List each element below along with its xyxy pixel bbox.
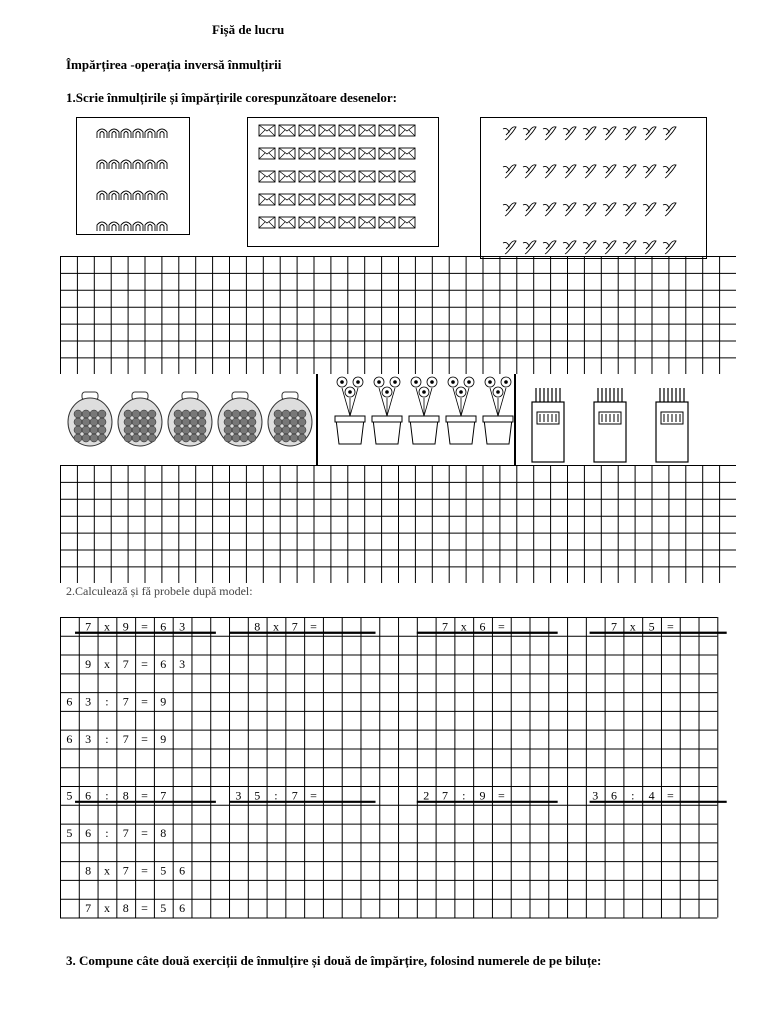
envelope-icon bbox=[399, 125, 415, 136]
grid-cell-char: 5 bbox=[160, 863, 167, 878]
arch-icon bbox=[157, 222, 167, 231]
envelope-icon bbox=[279, 217, 295, 228]
envelope-icon bbox=[319, 125, 335, 136]
grid-cell-char: : bbox=[105, 694, 109, 709]
grid-cell-char: 5 bbox=[254, 788, 261, 803]
grid-cell-char: : bbox=[105, 826, 109, 841]
bird-icon bbox=[643, 203, 656, 216]
envelopes-picture-box bbox=[247, 117, 439, 247]
grid-cell-char: 9 bbox=[479, 788, 486, 803]
exercise-2-prompt: 2.Calculează și fă probele după model: bbox=[66, 584, 253, 598]
jar-icon bbox=[68, 392, 112, 446]
envelope-icon bbox=[259, 125, 275, 136]
bird-icon bbox=[583, 165, 596, 178]
grid-cell-char: 7 bbox=[122, 732, 129, 747]
pencil-box-icon bbox=[532, 388, 564, 462]
bird-icon bbox=[643, 241, 656, 254]
grid-cell-char: 5 bbox=[648, 619, 655, 634]
bird-icon bbox=[643, 165, 656, 178]
envelope-icon bbox=[259, 171, 275, 182]
bird-icon bbox=[623, 241, 636, 254]
exercise-2-grid[interactable] bbox=[60, 617, 736, 919]
envelope-icon bbox=[279, 125, 295, 136]
grid-cell-char: 3 bbox=[85, 732, 92, 747]
arch-icon bbox=[145, 129, 155, 138]
bird-icon bbox=[623, 203, 636, 216]
grid-cell-char: = bbox=[310, 619, 317, 634]
arch-icon bbox=[145, 191, 155, 200]
grid-cell-char: 7 bbox=[122, 657, 129, 672]
grid-cell-char: : bbox=[462, 788, 466, 803]
grid-cell-char: 9 bbox=[122, 619, 129, 634]
grid-cell-char: 6 bbox=[66, 694, 73, 709]
grid-cell-char: = bbox=[141, 732, 148, 747]
envelope-icon bbox=[399, 217, 415, 228]
bird-icon bbox=[563, 165, 576, 178]
envelope-icon bbox=[259, 217, 275, 228]
bird-icon bbox=[663, 127, 676, 140]
grid-cell-char: = bbox=[141, 657, 148, 672]
grid-cell-char: 6 bbox=[85, 826, 92, 841]
bird-icon bbox=[563, 203, 576, 216]
bird-icon bbox=[503, 127, 516, 140]
grid-cell-char: 3 bbox=[179, 657, 186, 672]
envelope-icon bbox=[359, 171, 375, 182]
grid-cell-char: 6 bbox=[179, 863, 186, 878]
bird-icon bbox=[643, 127, 656, 140]
grid-cell-char: 3 bbox=[85, 694, 92, 709]
envelope-icon bbox=[299, 148, 315, 159]
grid-cell-char: 9 bbox=[160, 694, 167, 709]
envelope-icon bbox=[379, 148, 395, 159]
flowerpot-icon bbox=[446, 377, 476, 444]
grid-cell-char: 7 bbox=[85, 901, 92, 916]
answer-grid-1[interactable] bbox=[60, 256, 736, 374]
arch-icon bbox=[145, 222, 155, 231]
grid-cell-char: = bbox=[497, 788, 505, 803]
grid-cell-char: 7 bbox=[291, 619, 298, 634]
grid-cell-char: 8 bbox=[85, 863, 92, 878]
grid-cell-char: 8 bbox=[160, 826, 167, 841]
envelope-icon bbox=[359, 217, 375, 228]
arch-icon bbox=[121, 222, 131, 231]
grid-cell-char: x bbox=[103, 619, 110, 634]
bird-icon bbox=[663, 241, 676, 254]
arch-icon bbox=[97, 129, 107, 138]
envelope-icon bbox=[259, 194, 275, 205]
bird-icon bbox=[543, 241, 556, 254]
bird-icon bbox=[543, 165, 556, 178]
grid-cell-char: 6 bbox=[66, 732, 73, 747]
arch-icon bbox=[133, 222, 143, 231]
grid-cell-char: 7 bbox=[122, 826, 129, 841]
grid-cell-char: 3 bbox=[592, 788, 599, 803]
envelope-icon bbox=[279, 194, 295, 205]
jar-icon bbox=[218, 392, 262, 446]
grid-cell-char: 6 bbox=[479, 619, 486, 634]
grid-cell-char: 6 bbox=[179, 901, 186, 916]
bird-icon bbox=[583, 127, 596, 140]
pencil-box-icon bbox=[594, 388, 626, 462]
envelope-icon bbox=[319, 194, 335, 205]
grid-cell-char: : bbox=[631, 788, 635, 803]
grid-cell-char: 8 bbox=[122, 901, 129, 916]
jar-icon bbox=[268, 392, 312, 446]
grid-cell-char: 8 bbox=[122, 788, 129, 803]
arch-icon bbox=[109, 129, 119, 138]
bird-icon bbox=[623, 165, 636, 178]
grid-cell-char: x bbox=[103, 901, 110, 916]
grid-cell-char: x bbox=[103, 863, 110, 878]
arch-icon bbox=[109, 160, 119, 169]
grid-cell-char: 6 bbox=[85, 788, 92, 803]
arch-icon bbox=[157, 191, 167, 200]
grid-cell-char: 5 bbox=[160, 901, 167, 916]
arch-icon bbox=[133, 129, 143, 138]
bird-icon bbox=[563, 241, 576, 254]
envelope-icon bbox=[379, 171, 395, 182]
bird-icon bbox=[563, 127, 576, 140]
arch-icon bbox=[121, 129, 131, 138]
grid-cell-char: : bbox=[105, 788, 109, 803]
bird-icon bbox=[603, 203, 616, 216]
envelope-icon bbox=[379, 217, 395, 228]
grid-cell-char: 3 bbox=[235, 788, 242, 803]
grid-cell-char: 9 bbox=[160, 732, 167, 747]
grid-cell-char: 7 bbox=[611, 619, 618, 634]
birds-drawing bbox=[481, 118, 706, 258]
bird-icon bbox=[543, 203, 556, 216]
grid-cell-char: x bbox=[272, 619, 279, 634]
envelope-icon bbox=[339, 148, 355, 159]
grid-cell-char: x bbox=[629, 619, 636, 634]
bird-icon bbox=[623, 127, 636, 140]
bird-icon bbox=[503, 165, 516, 178]
bird-icon bbox=[543, 127, 556, 140]
flowerpot-icon bbox=[409, 377, 439, 444]
page-title: Fișă de lucru bbox=[212, 22, 285, 37]
exercise-3-prompt: 3. Compune câte două exerciții de înmulțire și două de împărțire, folosind numerele de pe biluțe: bbox=[66, 953, 602, 968]
envelope-icon bbox=[279, 148, 295, 159]
grid-cell-char: 3 bbox=[179, 619, 186, 634]
bird-icon bbox=[603, 127, 616, 140]
envelope-icon bbox=[379, 125, 395, 136]
pictures-row-2 bbox=[60, 374, 736, 466]
grid-cell-char: = bbox=[141, 619, 148, 634]
grid-cell-char: 7 bbox=[441, 619, 448, 634]
birds-picture-box bbox=[480, 117, 707, 259]
grid-cell-char: 4 bbox=[648, 788, 655, 803]
envelopes-drawing bbox=[248, 118, 438, 246]
jar-icon bbox=[168, 392, 212, 446]
jar-icon bbox=[118, 392, 162, 446]
grid-cell-char: 7 bbox=[122, 863, 129, 878]
grid-cell-char: 6 bbox=[611, 788, 618, 803]
grid-cell-char: 7 bbox=[122, 694, 129, 709]
grid-cell-char: 5 bbox=[66, 788, 73, 803]
flowerpot-icon bbox=[335, 377, 365, 444]
envelope-icon bbox=[299, 217, 315, 228]
envelope-icon bbox=[339, 171, 355, 182]
flowerpot-icon bbox=[372, 377, 402, 444]
bird-icon bbox=[583, 241, 596, 254]
envelope-icon bbox=[279, 171, 295, 182]
bird-icon bbox=[503, 203, 516, 216]
grid-cell-char: 7 bbox=[441, 788, 448, 803]
envelope-icon bbox=[379, 194, 395, 205]
page-subtitle: Împărțirea -operația inversă înmulțirii bbox=[66, 57, 282, 72]
grid-cell-char: 9 bbox=[85, 657, 92, 672]
grid-cell-char: 5 bbox=[66, 826, 73, 841]
bird-icon bbox=[523, 165, 536, 178]
arch-icon bbox=[109, 191, 119, 200]
arch-icon bbox=[133, 191, 143, 200]
grid-cell-char: 7 bbox=[85, 619, 92, 634]
bird-icon bbox=[603, 165, 616, 178]
arch-icon bbox=[97, 160, 107, 169]
grid-cell-char: 7 bbox=[291, 788, 298, 803]
exercise-1-prompt: 1.Scrie înmulțirile și împărțirile corespunzătoare desenelor: bbox=[66, 90, 397, 105]
arch-icon bbox=[109, 222, 119, 231]
envelope-icon bbox=[319, 148, 335, 159]
envelope-icon bbox=[299, 171, 315, 182]
envelope-icon bbox=[399, 194, 415, 205]
bird-icon bbox=[583, 203, 596, 216]
envelope-icon bbox=[359, 125, 375, 136]
arch-icon bbox=[145, 160, 155, 169]
arch-icon bbox=[121, 191, 131, 200]
answer-grid-2[interactable] bbox=[60, 465, 736, 583]
arches-drawing bbox=[77, 118, 189, 234]
grid-cell-char: = bbox=[141, 826, 148, 841]
arch-icon bbox=[157, 160, 167, 169]
envelope-icon bbox=[319, 217, 335, 228]
envelope-icon bbox=[399, 148, 415, 159]
arches-picture-box bbox=[76, 117, 190, 235]
grid-cell-char: 8 bbox=[254, 619, 261, 634]
pencil-box-icon bbox=[656, 388, 688, 462]
envelope-icon bbox=[359, 148, 375, 159]
envelope-icon bbox=[359, 194, 375, 205]
envelope-icon bbox=[299, 194, 315, 205]
arch-icon bbox=[97, 222, 107, 231]
bird-icon bbox=[603, 241, 616, 254]
grid-cell-char: = bbox=[310, 788, 317, 803]
grid-cell-char: 6 bbox=[160, 657, 167, 672]
flowerpot-icon bbox=[483, 377, 513, 444]
arch-icon bbox=[121, 160, 131, 169]
grid-cell-char: x bbox=[460, 619, 467, 634]
grid-cell-char: : bbox=[105, 732, 109, 747]
grid-cell-char: 7 bbox=[160, 788, 167, 803]
envelope-icon bbox=[299, 125, 315, 136]
bird-icon bbox=[523, 241, 536, 254]
bird-icon bbox=[663, 165, 676, 178]
grid-cell-char: = bbox=[141, 694, 148, 709]
envelope-icon bbox=[339, 217, 355, 228]
arch-icon bbox=[97, 191, 107, 200]
bird-icon bbox=[663, 203, 676, 216]
grid-cell-char: 6 bbox=[160, 619, 167, 634]
grid-cell-char: = bbox=[666, 619, 674, 634]
grid-cell-char: = bbox=[141, 863, 148, 878]
bird-icon bbox=[523, 127, 536, 140]
grid-cell-char: = bbox=[141, 901, 148, 916]
envelope-icon bbox=[259, 148, 275, 159]
grid-cell-char: = bbox=[666, 788, 674, 803]
grid-cell-char: 2 bbox=[423, 788, 430, 803]
arch-icon bbox=[133, 160, 143, 169]
envelope-icon bbox=[399, 171, 415, 182]
grid-cell-char: = bbox=[141, 788, 148, 803]
bird-icon bbox=[523, 203, 536, 216]
envelope-icon bbox=[319, 171, 335, 182]
grid-cell-char: x bbox=[103, 657, 110, 672]
bird-icon bbox=[503, 241, 516, 254]
envelope-icon bbox=[339, 125, 355, 136]
arch-icon bbox=[157, 129, 167, 138]
envelope-icon bbox=[339, 194, 355, 205]
grid-cell-char: : bbox=[274, 788, 278, 803]
grid-cell-char: = bbox=[497, 619, 505, 634]
